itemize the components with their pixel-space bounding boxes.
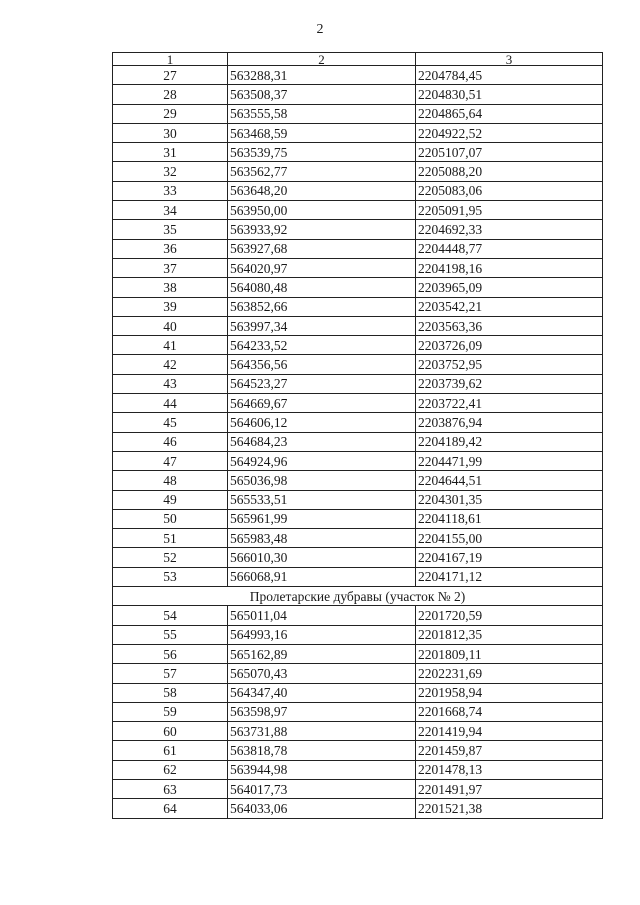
point-number-cell: 47 [113, 451, 228, 470]
point-number-cell: 31 [113, 143, 228, 162]
y-coordinate-cell: 2205083,06 [416, 181, 603, 200]
x-coordinate-cell: 564606,12 [228, 413, 416, 432]
point-number-cell: 40 [113, 316, 228, 335]
x-coordinate-cell: 563288,31 [228, 66, 416, 85]
x-coordinate-cell: 566068,91 [228, 567, 416, 586]
y-coordinate-cell: 2201958,94 [416, 683, 603, 702]
y-coordinate-cell: 2204784,45 [416, 66, 603, 85]
x-coordinate-cell: 563648,20 [228, 181, 416, 200]
table-row [113, 722, 603, 741]
column-header-y: 3 [416, 53, 603, 66]
table-row [113, 220, 603, 239]
point-number-cell: 57 [113, 664, 228, 683]
table-row [113, 683, 603, 702]
y-coordinate-cell: 2204171,12 [416, 567, 603, 586]
point-number-cell: 29 [113, 104, 228, 123]
point-number-cell: 27 [113, 66, 228, 85]
column-header-x: 2 [228, 53, 416, 66]
y-coordinate-cell: 2205091,95 [416, 201, 603, 220]
x-coordinate-cell: 564017,73 [228, 779, 416, 798]
x-coordinate-cell: 564080,48 [228, 278, 416, 297]
point-number-cell: 33 [113, 181, 228, 200]
y-coordinate-cell: 2201521,38 [416, 799, 603, 818]
x-coordinate-cell: 563997,34 [228, 316, 416, 335]
x-coordinate-cell: 565070,43 [228, 664, 416, 683]
y-coordinate-cell: 2203739,62 [416, 374, 603, 393]
table-row [113, 162, 603, 181]
table-row [113, 316, 603, 335]
table-row [113, 336, 603, 355]
y-coordinate-cell: 2201812,35 [416, 625, 603, 644]
point-number-cell: 43 [113, 374, 228, 393]
point-number-cell: 48 [113, 471, 228, 490]
point-number-cell: 37 [113, 258, 228, 277]
point-number-cell: 28 [113, 85, 228, 104]
x-coordinate-cell: 564523,27 [228, 374, 416, 393]
x-coordinate-cell: 564347,40 [228, 683, 416, 702]
y-coordinate-cell: 2204155,00 [416, 529, 603, 548]
x-coordinate-cell: 565036,98 [228, 471, 416, 490]
table-row [113, 66, 603, 85]
point-number-cell: 45 [113, 413, 228, 432]
table-row [113, 123, 603, 142]
point-number-cell: 53 [113, 567, 228, 586]
x-coordinate-cell: 563852,66 [228, 297, 416, 316]
table-row [113, 509, 603, 528]
table-row [113, 606, 603, 625]
point-number-cell: 58 [113, 683, 228, 702]
y-coordinate-cell: 2204865,64 [416, 104, 603, 123]
y-coordinate-cell: 2203542,21 [416, 297, 603, 316]
y-coordinate-cell: 2201809,11 [416, 644, 603, 663]
y-coordinate-cell: 2204118,61 [416, 509, 603, 528]
x-coordinate-cell: 564684,23 [228, 432, 416, 451]
x-coordinate-cell: 564233,52 [228, 336, 416, 355]
table-row [113, 104, 603, 123]
y-coordinate-cell: 2204189,42 [416, 432, 603, 451]
x-coordinate-cell: 565162,89 [228, 644, 416, 663]
y-coordinate-cell: 2203965,09 [416, 278, 603, 297]
point-number-cell: 60 [113, 722, 228, 741]
column-header-point-number: 1 [113, 53, 228, 66]
table-row [113, 644, 603, 663]
point-number-cell: 51 [113, 529, 228, 548]
y-coordinate-cell: 2203726,09 [416, 336, 603, 355]
x-coordinate-cell: 563933,92 [228, 220, 416, 239]
point-number-cell: 36 [113, 239, 228, 258]
point-number-cell: 56 [113, 644, 228, 663]
y-coordinate-cell: 2204167,19 [416, 548, 603, 567]
y-coordinate-cell: 2202231,69 [416, 664, 603, 683]
x-coordinate-cell: 563555,58 [228, 104, 416, 123]
x-coordinate-cell: 566010,30 [228, 548, 416, 567]
section-title: Пролетарские дубравы (участок № 2) [113, 587, 603, 606]
y-coordinate-cell: 2201668,74 [416, 702, 603, 721]
y-coordinate-cell: 2201720,59 [416, 606, 603, 625]
table-row [113, 201, 603, 220]
table-row [113, 702, 603, 721]
y-coordinate-cell: 2201459,87 [416, 741, 603, 760]
y-coordinate-cell: 2204471,99 [416, 451, 603, 470]
point-number-cell: 30 [113, 123, 228, 142]
x-coordinate-cell: 563468,59 [228, 123, 416, 142]
point-number-cell: 54 [113, 606, 228, 625]
y-coordinate-cell: 2203722,41 [416, 394, 603, 413]
y-coordinate-cell: 2204301,35 [416, 490, 603, 509]
x-coordinate-cell: 565011,04 [228, 606, 416, 625]
table-row [113, 779, 603, 798]
y-coordinate-cell: 2203876,94 [416, 413, 603, 432]
point-number-cell: 63 [113, 779, 228, 798]
coordinates-table [112, 52, 603, 819]
y-coordinate-cell: 2204922,52 [416, 123, 603, 142]
table-row [113, 181, 603, 200]
table-row [113, 529, 603, 548]
y-coordinate-cell: 2201491,97 [416, 779, 603, 798]
point-number-cell: 42 [113, 355, 228, 374]
point-number-cell: 55 [113, 625, 228, 644]
x-coordinate-cell: 563508,37 [228, 85, 416, 104]
point-number-cell: 50 [113, 509, 228, 528]
x-coordinate-cell: 563927,68 [228, 239, 416, 258]
section-row [113, 587, 603, 606]
x-coordinate-cell: 563731,88 [228, 722, 416, 741]
table-row [113, 432, 603, 451]
x-coordinate-cell: 564924,96 [228, 451, 416, 470]
table-row [113, 490, 603, 509]
table-row [113, 374, 603, 393]
point-number-cell: 34 [113, 201, 228, 220]
y-coordinate-cell: 2204692,33 [416, 220, 603, 239]
y-coordinate-cell: 2203752,95 [416, 355, 603, 374]
table-row [113, 625, 603, 644]
point-number-cell: 39 [113, 297, 228, 316]
table-row [113, 85, 603, 104]
y-coordinate-cell: 2203563,36 [416, 316, 603, 335]
x-coordinate-cell: 563598,97 [228, 702, 416, 721]
table-row [113, 799, 603, 818]
table-row [113, 567, 603, 586]
table-row [113, 471, 603, 490]
table-row [113, 413, 603, 432]
page-number: 2 [316, 22, 324, 37]
y-coordinate-cell: 2204448,77 [416, 239, 603, 258]
point-number-cell: 41 [113, 336, 228, 355]
table-row [113, 258, 603, 277]
table-row [113, 239, 603, 258]
x-coordinate-cell: 564356,56 [228, 355, 416, 374]
x-coordinate-cell: 563818,78 [228, 741, 416, 760]
x-coordinate-cell: 565983,48 [228, 529, 416, 548]
point-number-cell: 49 [113, 490, 228, 509]
x-coordinate-cell: 563562,77 [228, 162, 416, 181]
x-coordinate-cell: 564020,97 [228, 258, 416, 277]
point-number-cell: 38 [113, 278, 228, 297]
x-coordinate-cell: 564669,67 [228, 394, 416, 413]
y-coordinate-cell: 2201419,94 [416, 722, 603, 741]
table-row [113, 297, 603, 316]
point-number-cell: 62 [113, 760, 228, 779]
table-row [113, 548, 603, 567]
x-coordinate-cell: 564033,06 [228, 799, 416, 818]
point-number-cell: 64 [113, 799, 228, 818]
table-row [113, 741, 603, 760]
y-coordinate-cell: 2204198,16 [416, 258, 603, 277]
x-coordinate-cell: 563950,00 [228, 201, 416, 220]
table-row [113, 760, 603, 779]
y-coordinate-cell: 2204644,51 [416, 471, 603, 490]
table-row [113, 394, 603, 413]
table-body [113, 66, 603, 819]
x-coordinate-cell: 563944,98 [228, 760, 416, 779]
point-number-cell: 32 [113, 162, 228, 181]
point-number-cell: 61 [113, 741, 228, 760]
y-coordinate-cell: 2205088,20 [416, 162, 603, 181]
point-number-cell: 46 [113, 432, 228, 451]
table-row [113, 355, 603, 374]
point-number-cell: 44 [113, 394, 228, 413]
y-coordinate-cell: 2204830,51 [416, 85, 603, 104]
x-coordinate-cell: 563539,75 [228, 143, 416, 162]
y-coordinate-cell: 2205107,07 [416, 143, 603, 162]
x-coordinate-cell: 564993,16 [228, 625, 416, 644]
x-coordinate-cell: 565961,99 [228, 509, 416, 528]
point-number-cell: 52 [113, 548, 228, 567]
point-number-cell: 59 [113, 702, 228, 721]
point-number-cell: 35 [113, 220, 228, 239]
y-coordinate-cell: 2201478,13 [416, 760, 603, 779]
x-coordinate-cell: 565533,51 [228, 490, 416, 509]
table-row [113, 664, 603, 683]
header-row [113, 53, 603, 66]
table-row [113, 278, 603, 297]
table-row [113, 143, 603, 162]
table-row [113, 451, 603, 470]
